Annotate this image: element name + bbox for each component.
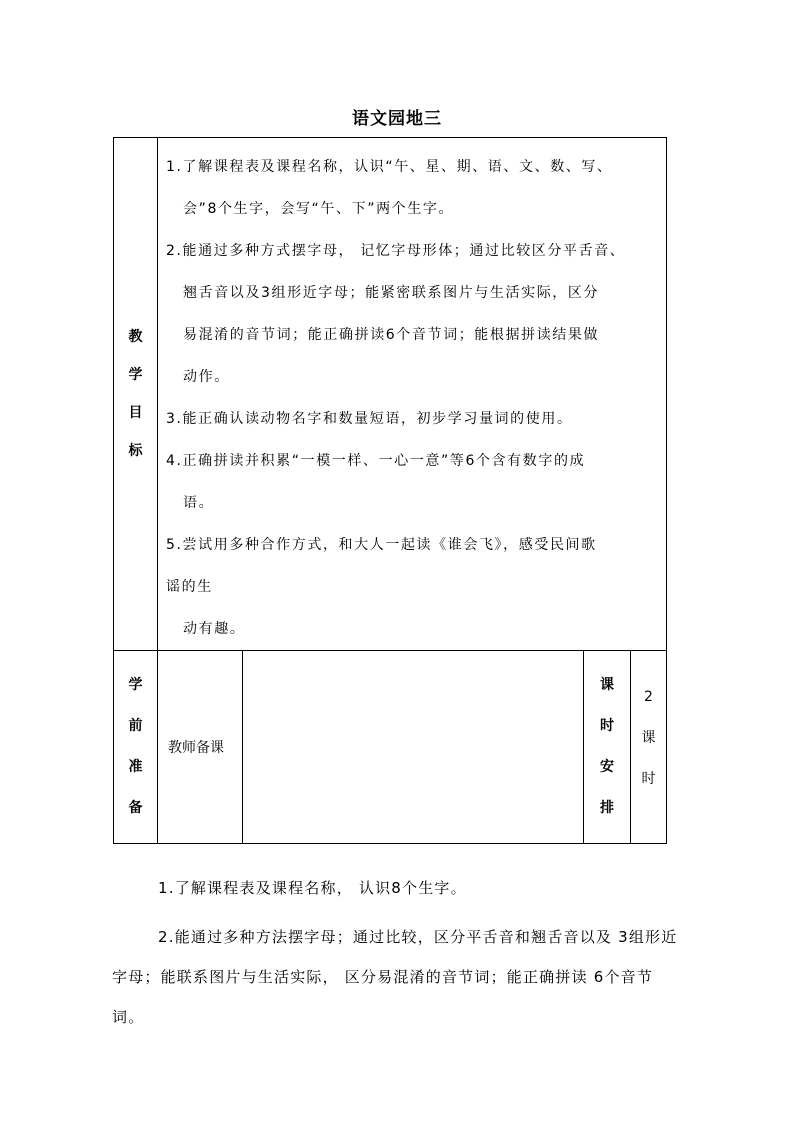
schedule-label: 课 时 安 排 [584, 651, 631, 844]
summary-item-1: 1.了解课程表及课程名称， 认识8个生字。 [158, 879, 467, 897]
preparation-label: 学 前 准 备 [114, 651, 158, 844]
page-title: 语文园地三 [352, 109, 442, 129]
goal-item-5: 5.尝试用多种合作方式，和大人一起读《谁会飞》，感受民间歌 谣的生 动有趣。 [166, 537, 597, 637]
goal-item-2: 2.能通过多种方式摆字母， 记忆字母形体；通过比较区分平舌音、 翘舌音以及3组形近字母；能紧密联系图片与生活实际，区分 易混淆的音节词；能正确拼读6个音节词；能根据拼读结果做 动作。 [166, 243, 626, 385]
class-hours-value: 2 课 时 [631, 651, 667, 844]
teaching-goals-row [114, 138, 667, 651]
goal-item-1: 1.了解课程表及课程名称，认识“午、星、期、语、文、数、写、 会”8个生字，会写“午、下”两个生字。 [166, 159, 613, 217]
preparation-row [114, 651, 667, 844]
preparation-blank-cell [243, 651, 584, 844]
goal-item-3: 3.能正确认读动物名字和数量短语，初步学习量词的使用。 [166, 411, 573, 427]
preparation-text: 教师备课 [158, 651, 243, 844]
goal-item-4: 4.正确拼读并积累“一模一样、一心一意”等6个含有数字的成 语。 [166, 453, 586, 511]
teaching-goals-content [158, 138, 667, 651]
summary-item-2: 2.能通过多种方法摆字母；通过比较，区分平舌音和翘舌音以及 3组形近字母；能联系图片与生活实际， 区分易混淆的音节词；能正确拼读 6个音节词。 [112, 928, 678, 1026]
teaching-goals-label: 教 学 目 标 [114, 138, 158, 651]
lesson-plan-table [113, 137, 667, 844]
